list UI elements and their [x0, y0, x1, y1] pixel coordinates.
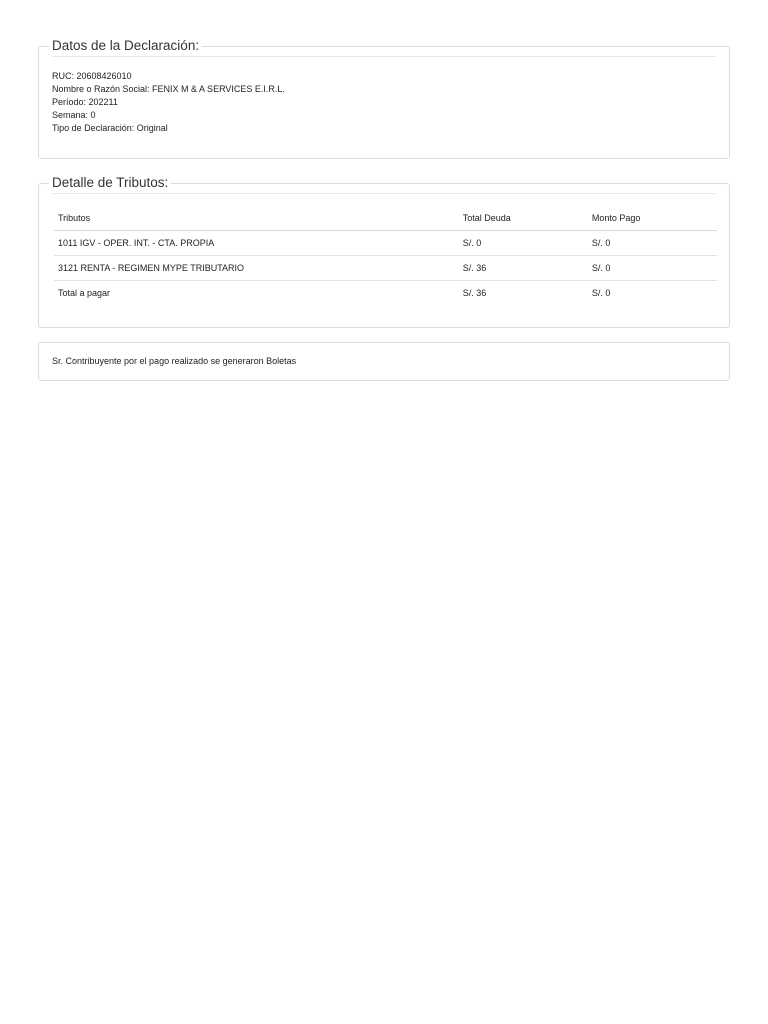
tributos-divider — [52, 193, 716, 194]
declaracion-info — [52, 70, 285, 135]
cell-total-deuda: S/. 36 — [462, 288, 487, 298]
cell-monto-pago: S/. 0 — [588, 231, 717, 256]
razon-social-text: Nombre o Razón Social: FENIX M & A SERVICES E.I.R.L. — [52, 84, 285, 94]
cell-tributo: 1011 IGV - OPER. INT. - CTA. PROPIA — [54, 231, 459, 256]
tipo-declaracion-text: Tipo de Declaración: Original — [52, 123, 168, 133]
table-row — [54, 256, 717, 281]
header-tributos: Tributos — [54, 206, 459, 231]
declaracion-panel — [38, 38, 730, 159]
ruc-text: RUC: 20608426010 — [52, 71, 132, 81]
table-row-total — [54, 281, 717, 306]
cell-monto-pago: S/. 0 — [591, 288, 611, 298]
mensaje-panel — [38, 342, 730, 381]
table-row — [54, 231, 717, 256]
tributos-panel — [38, 175, 730, 328]
header-monto-pago: Monto Pago — [588, 206, 717, 231]
cell-monto-pago: S/. 0 — [588, 256, 717, 281]
tributos-table — [54, 206, 717, 305]
semana-text: Semana: 0 — [52, 110, 96, 120]
cell-total-deuda: S/. 36 — [459, 256, 588, 281]
cell-tributo: 3121 RENTA - REGIMEN MYPE TRIBUTARIO — [54, 256, 459, 281]
periodo-text: Período: 202211 — [52, 97, 118, 107]
declaracion-divider — [52, 56, 716, 57]
header-total-deuda: Total Deuda — [459, 206, 588, 231]
declaracion-title: Datos de la Declaración: — [49, 37, 202, 55]
cell-tributo: Total a pagar — [58, 288, 111, 298]
table-header-row — [54, 206, 717, 231]
mensaje-boletas-text: Sr. Contribuyente por el pago realizado se generaron Boletas — [52, 356, 297, 366]
tributos-title: Detalle de Tributos: — [49, 174, 171, 192]
cell-total-deuda: S/. 0 — [459, 231, 588, 256]
